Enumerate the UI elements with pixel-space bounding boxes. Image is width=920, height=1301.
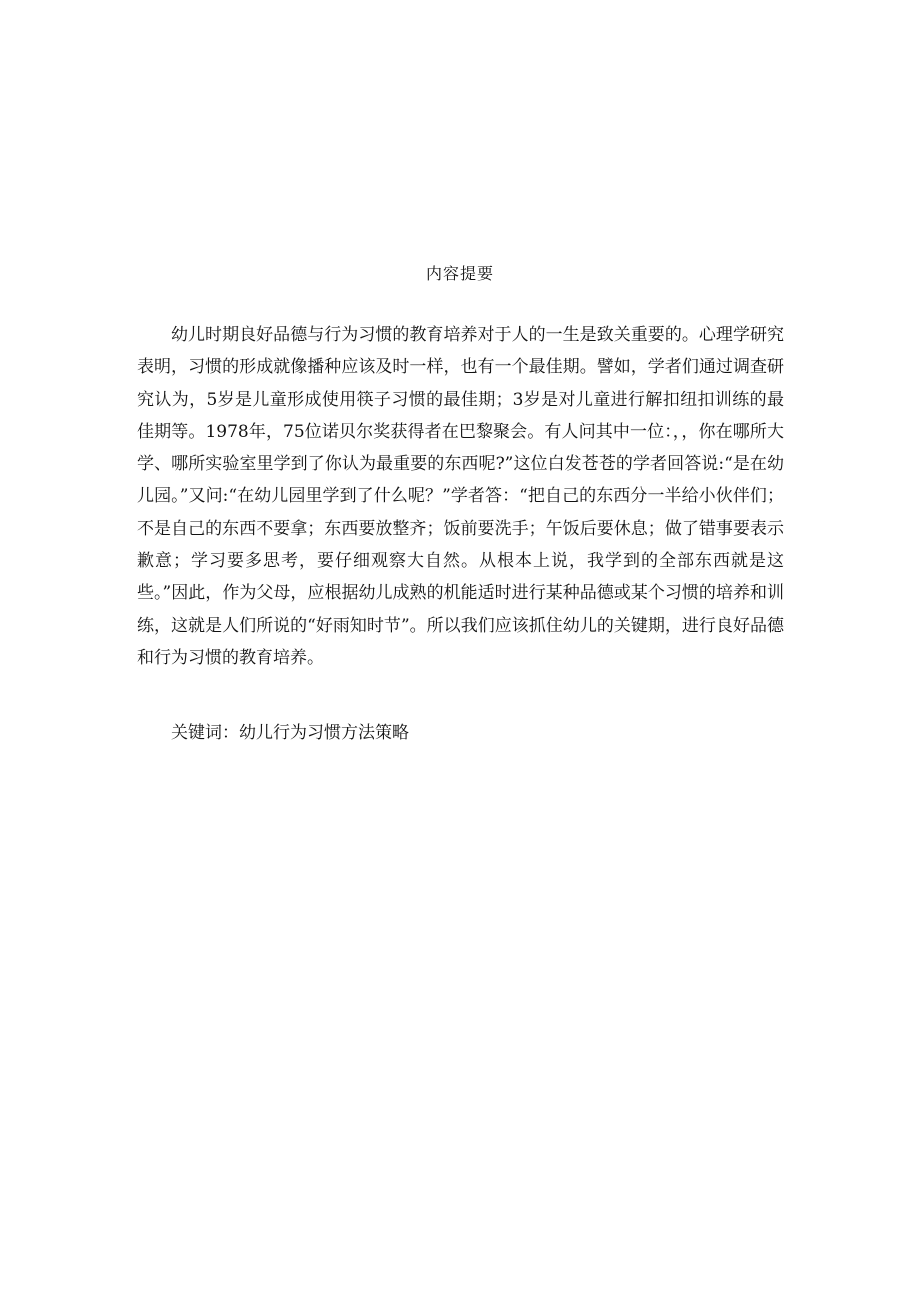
abstract-body: 幼儿时期良好品德与行为习惯的教育培养对于人的一生是致关重要的。心理学研究表明，习惯的形成就像播种应该及时一样，也有一个最佳期。譬如，学者们通过调查研究认为，5岁是儿童形成使用筷子习惯的最佳期；3岁是对儿童进行解扣纽扣训练的最佳期等。1978年，75位诺贝尔奖获得者在巴黎聚会。有人问其中一位：，，你在哪所大学、哪所实验室里学到了你认为最重要的东西呢?”这位白发苍苍的学者回答说:“是在幼儿园。”又问:“在幼儿园里学到了什么呢？”学者答：“把自己的东西分一半给小伙伴们；不是自己的东西不要拿；东西要放整齐；饭前要洗手；午饭后要休息；做了错事要表示歉意；学习要多思考，要仔细观察大自然。从根本上说，我学到的全部东西就是这些。”因此，作为父母，应根据幼儿成熟的机能适时进行某种品德或某个习惯的培养和训练，这就是人们所说的“好雨知时节”。所以我们应该抓住幼儿的关键期，进行良好品德和行为习惯的教育培养。: [137, 325, 784, 668]
keywords-line: 关键词：幼儿行为习惯方法策略: [171, 723, 409, 743]
abstract-title: 内容提要: [425, 264, 494, 283]
